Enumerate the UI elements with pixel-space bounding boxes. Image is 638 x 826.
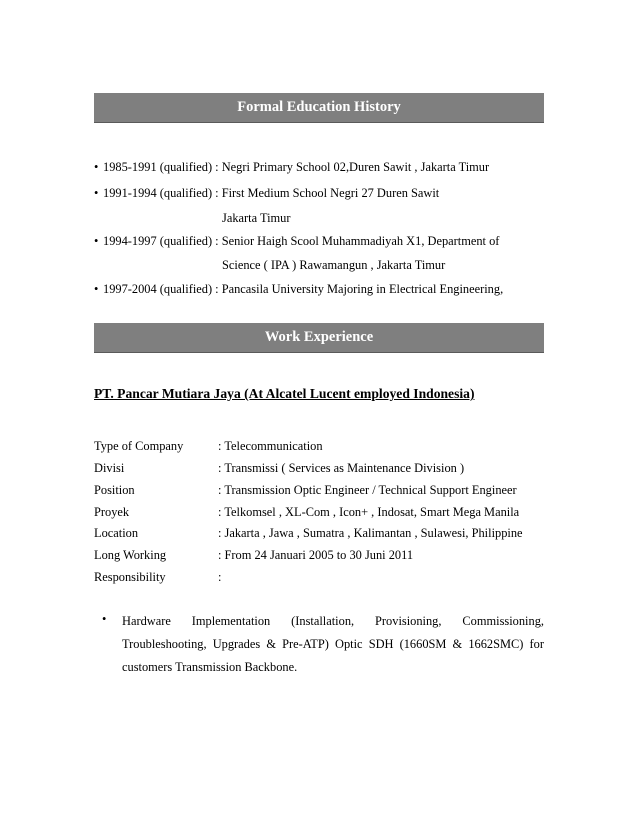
detail-value: : From 24 Januari 2005 to 30 Juni 2011 — [218, 548, 414, 562]
responsibility-text — [122, 610, 544, 679]
company-name: PT. Pancar Mutiara Jaya (At Alcatel Lucent employed Indonesia) — [94, 386, 475, 401]
education-section-title: Formal Education History — [237, 99, 401, 115]
detail-label: Proyek — [94, 505, 130, 519]
education-item — [94, 186, 439, 201]
education-item-continuation: Science ( IPA ) Rawamangun , Jakarta Timur — [222, 258, 446, 272]
education-item-text: 1985-1991 (qualified) : Negri Primary School 02,Duren Sawit , Jakarta Timur — [103, 160, 490, 174]
detail-value: : Telkomsel , XL-Com , Icon+ , Indosat, Smart Mega Manila — [218, 505, 520, 519]
bullet-icon: • — [94, 160, 99, 174]
detail-value: : — [218, 570, 222, 584]
work-section-title: Work Experience — [264, 329, 374, 345]
education-item — [94, 234, 499, 249]
bullet-icon: • — [94, 186, 99, 200]
education-item-continuation: Jakarta Timur — [222, 211, 291, 225]
education-item-text: 1991-1994 (qualified) : First Medium School Negri 27 Duren Sawit — [103, 186, 440, 200]
responsibility-line: Troubleshooting, Upgrades & Pre-ATP) Optic SDH (1660SM & 1662SMC) for — [122, 637, 544, 651]
detail-value: : Telecommunication — [218, 439, 323, 453]
bullet-icon: • — [94, 282, 99, 296]
detail-value: : Jakarta , Jawa , Sumatra , Kalimantan , Sulawesi, Philippine — [218, 526, 523, 540]
detail-value: : Transmission Optic Engineer / Technical Support Engineer — [218, 483, 517, 497]
responsibility-line: Hardware Implementation (Installation, Provisioning, Commissioning, — [122, 614, 544, 628]
responsibility-line: customers Transmission Backbone. — [122, 660, 298, 674]
detail-label: Long Working — [94, 548, 167, 562]
education-section-header — [94, 93, 544, 123]
detail-label: Type of Company — [94, 439, 184, 453]
detail-label: Position — [94, 483, 135, 497]
education-item — [94, 160, 489, 175]
work-section-header — [94, 323, 544, 353]
detail-value: : Transmissi ( Services as Maintenance Division ) — [218, 461, 465, 475]
detail-label: Location — [94, 526, 139, 540]
bullet-icon: • — [94, 234, 99, 248]
detail-label: Divisi — [94, 461, 125, 475]
detail-label: Responsibility — [94, 570, 166, 584]
education-item-text: 1994-1997 (qualified) : Senior Haigh Scool Muhammadiyah X1, Department of — [103, 234, 500, 248]
education-item — [94, 282, 503, 297]
education-item-text: 1997-2004 (qualified) : Pancasila University Majoring in Electrical Engineering, — [103, 282, 504, 296]
bullet-icon: • — [102, 612, 107, 626]
